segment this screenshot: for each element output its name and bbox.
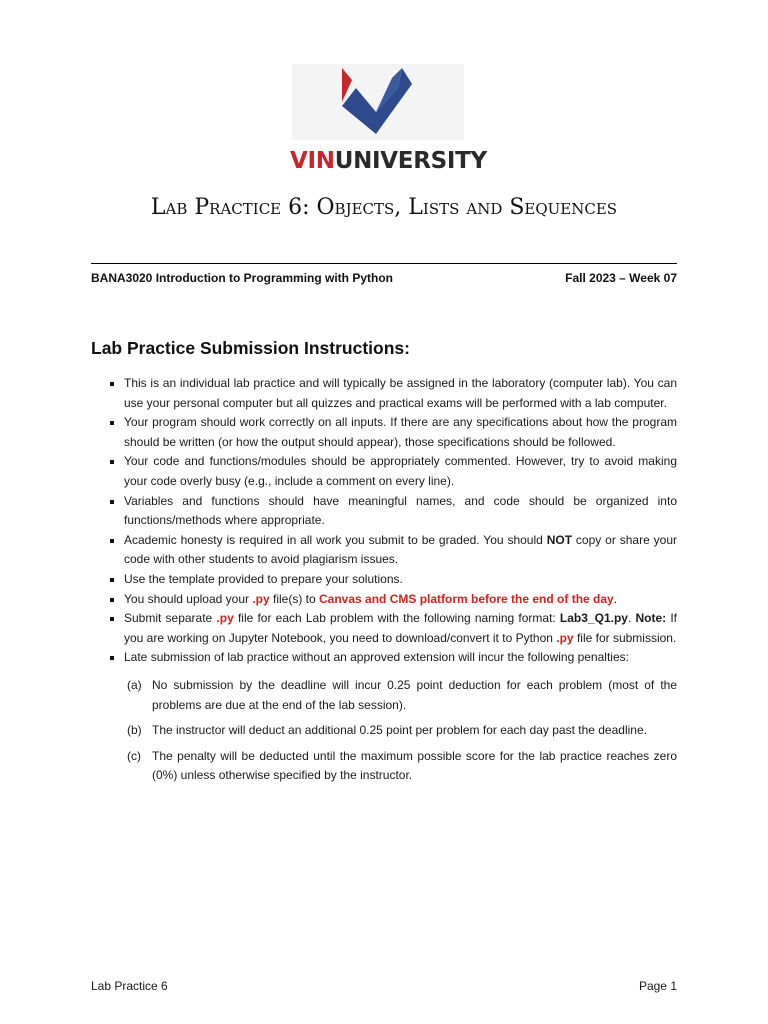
note-label: Note:: [635, 611, 667, 626]
highlight-deadline: Canvas and CMS platform before the end of the day: [319, 591, 614, 606]
item-text: Your code and functions/modules should be appropriately commented. However, try to avoid making your code overly busy (e.g., include a comment on every line).: [124, 454, 677, 488]
title-rule: [91, 263, 677, 264]
list-item: [91, 648, 677, 668]
highlight-py: .py: [216, 611, 234, 626]
logo-v-mark: [332, 66, 422, 138]
item-text: Submit separate: [124, 611, 217, 626]
section-heading: Lab Practice Submission Instructions:: [91, 338, 410, 358]
penalty-item: [124, 676, 677, 715]
list-item: [91, 413, 677, 452]
penalty-label: (c): [127, 748, 141, 763]
penalty-list: [124, 676, 677, 786]
penalty-item: [124, 721, 677, 741]
list-item: [91, 492, 677, 531]
bullet-icon: [110, 421, 114, 425]
bullet-icon: [110, 598, 114, 602]
list-item: [91, 374, 677, 413]
item-text: .: [613, 591, 618, 606]
bullet-icon: [110, 500, 114, 504]
term-label: Fall 2023 – Week 07: [565, 271, 677, 285]
list-item: [91, 531, 677, 570]
penalty-text: The penalty will be deducted until the maximum possible score for the lab practice reaches zero (0%) unless otherwise specified by the instructor.: [152, 748, 677, 783]
item-text: Late submission of lab practice without an approved extension will incur the following penalties:: [124, 650, 629, 665]
course-line: [91, 271, 677, 285]
bullet-icon: [110, 382, 114, 386]
bullet-icon: [110, 617, 114, 621]
vinuniversity-logo: [290, 62, 487, 178]
penalty-item: [124, 747, 677, 786]
penalty-label: (a): [127, 678, 142, 692]
item-text: copy or share your code with other students to avoid plagiarism issues.: [124, 532, 677, 567]
item-text: .: [627, 611, 636, 626]
course-name: BANA3020 Introduction to Programming with Python: [91, 271, 394, 285]
penalty-text: The instructor will deduct an additional 0.25 point per problem for each day past the deadline.: [152, 723, 647, 738]
item-text: Use the template provided to prepare your solutions.: [124, 571, 403, 586]
item-text: file for submission.: [573, 630, 677, 645]
logo-text-university: UNIVERSITY: [334, 148, 487, 174]
bullet-icon: [110, 460, 114, 464]
item-text: This is an individual lab practice and will typically be assigned in the laboratory (computer lab). You can use your personal computer but all quizzes and practical exams will be performed with a lab computer.: [124, 376, 677, 410]
bullet-icon: [110, 578, 114, 582]
document-title: Lab Practice 6: Objects, Lists and Sequences: [150, 195, 618, 220]
item-text: file(s) to: [269, 591, 320, 606]
list-item: [91, 570, 677, 590]
page-number: Page 1: [638, 979, 677, 993]
bullet-icon: [110, 539, 114, 543]
item-text: If you are working on Jupyter Notebook, you need to download/convert it to Python: [124, 611, 678, 645]
list-item: [91, 590, 677, 610]
filename-format: Lab3_Q1.py: [559, 611, 628, 626]
item-text: Variables and functions should have meaningful names, and code should be organized into functions/methods where appropriate.: [124, 493, 677, 528]
bullet-icon: [110, 656, 114, 660]
emphasis-not: NOT: [546, 532, 573, 547]
item-text: Academic honesty is required in all work you submit to be graded. You should: [124, 532, 547, 547]
penalty-label: (b): [127, 723, 142, 738]
logo-text-vin: VIN: [290, 148, 335, 174]
item-text: You should upload your: [124, 591, 253, 606]
list-item: [91, 609, 677, 648]
item-text: Your program should work correctly on all inputs. If there are any specifications about how the program should be written (or how the output should appear), those specifications should be followed.: [124, 415, 677, 449]
footer-left: Lab Practice 6: [91, 979, 168, 993]
highlight-py: .py: [252, 591, 270, 606]
logo-wordmark: [290, 148, 487, 174]
instruction-list: [91, 374, 677, 668]
item-text: file for each Lab problem with the following naming format:: [233, 611, 560, 626]
penalty-text: No submission by the deadline will incur 0.25 point deduction for each problem (most of the problems are due at the end of the lab session).: [152, 678, 677, 712]
list-item: [91, 452, 677, 491]
highlight-py: .py: [556, 630, 574, 645]
